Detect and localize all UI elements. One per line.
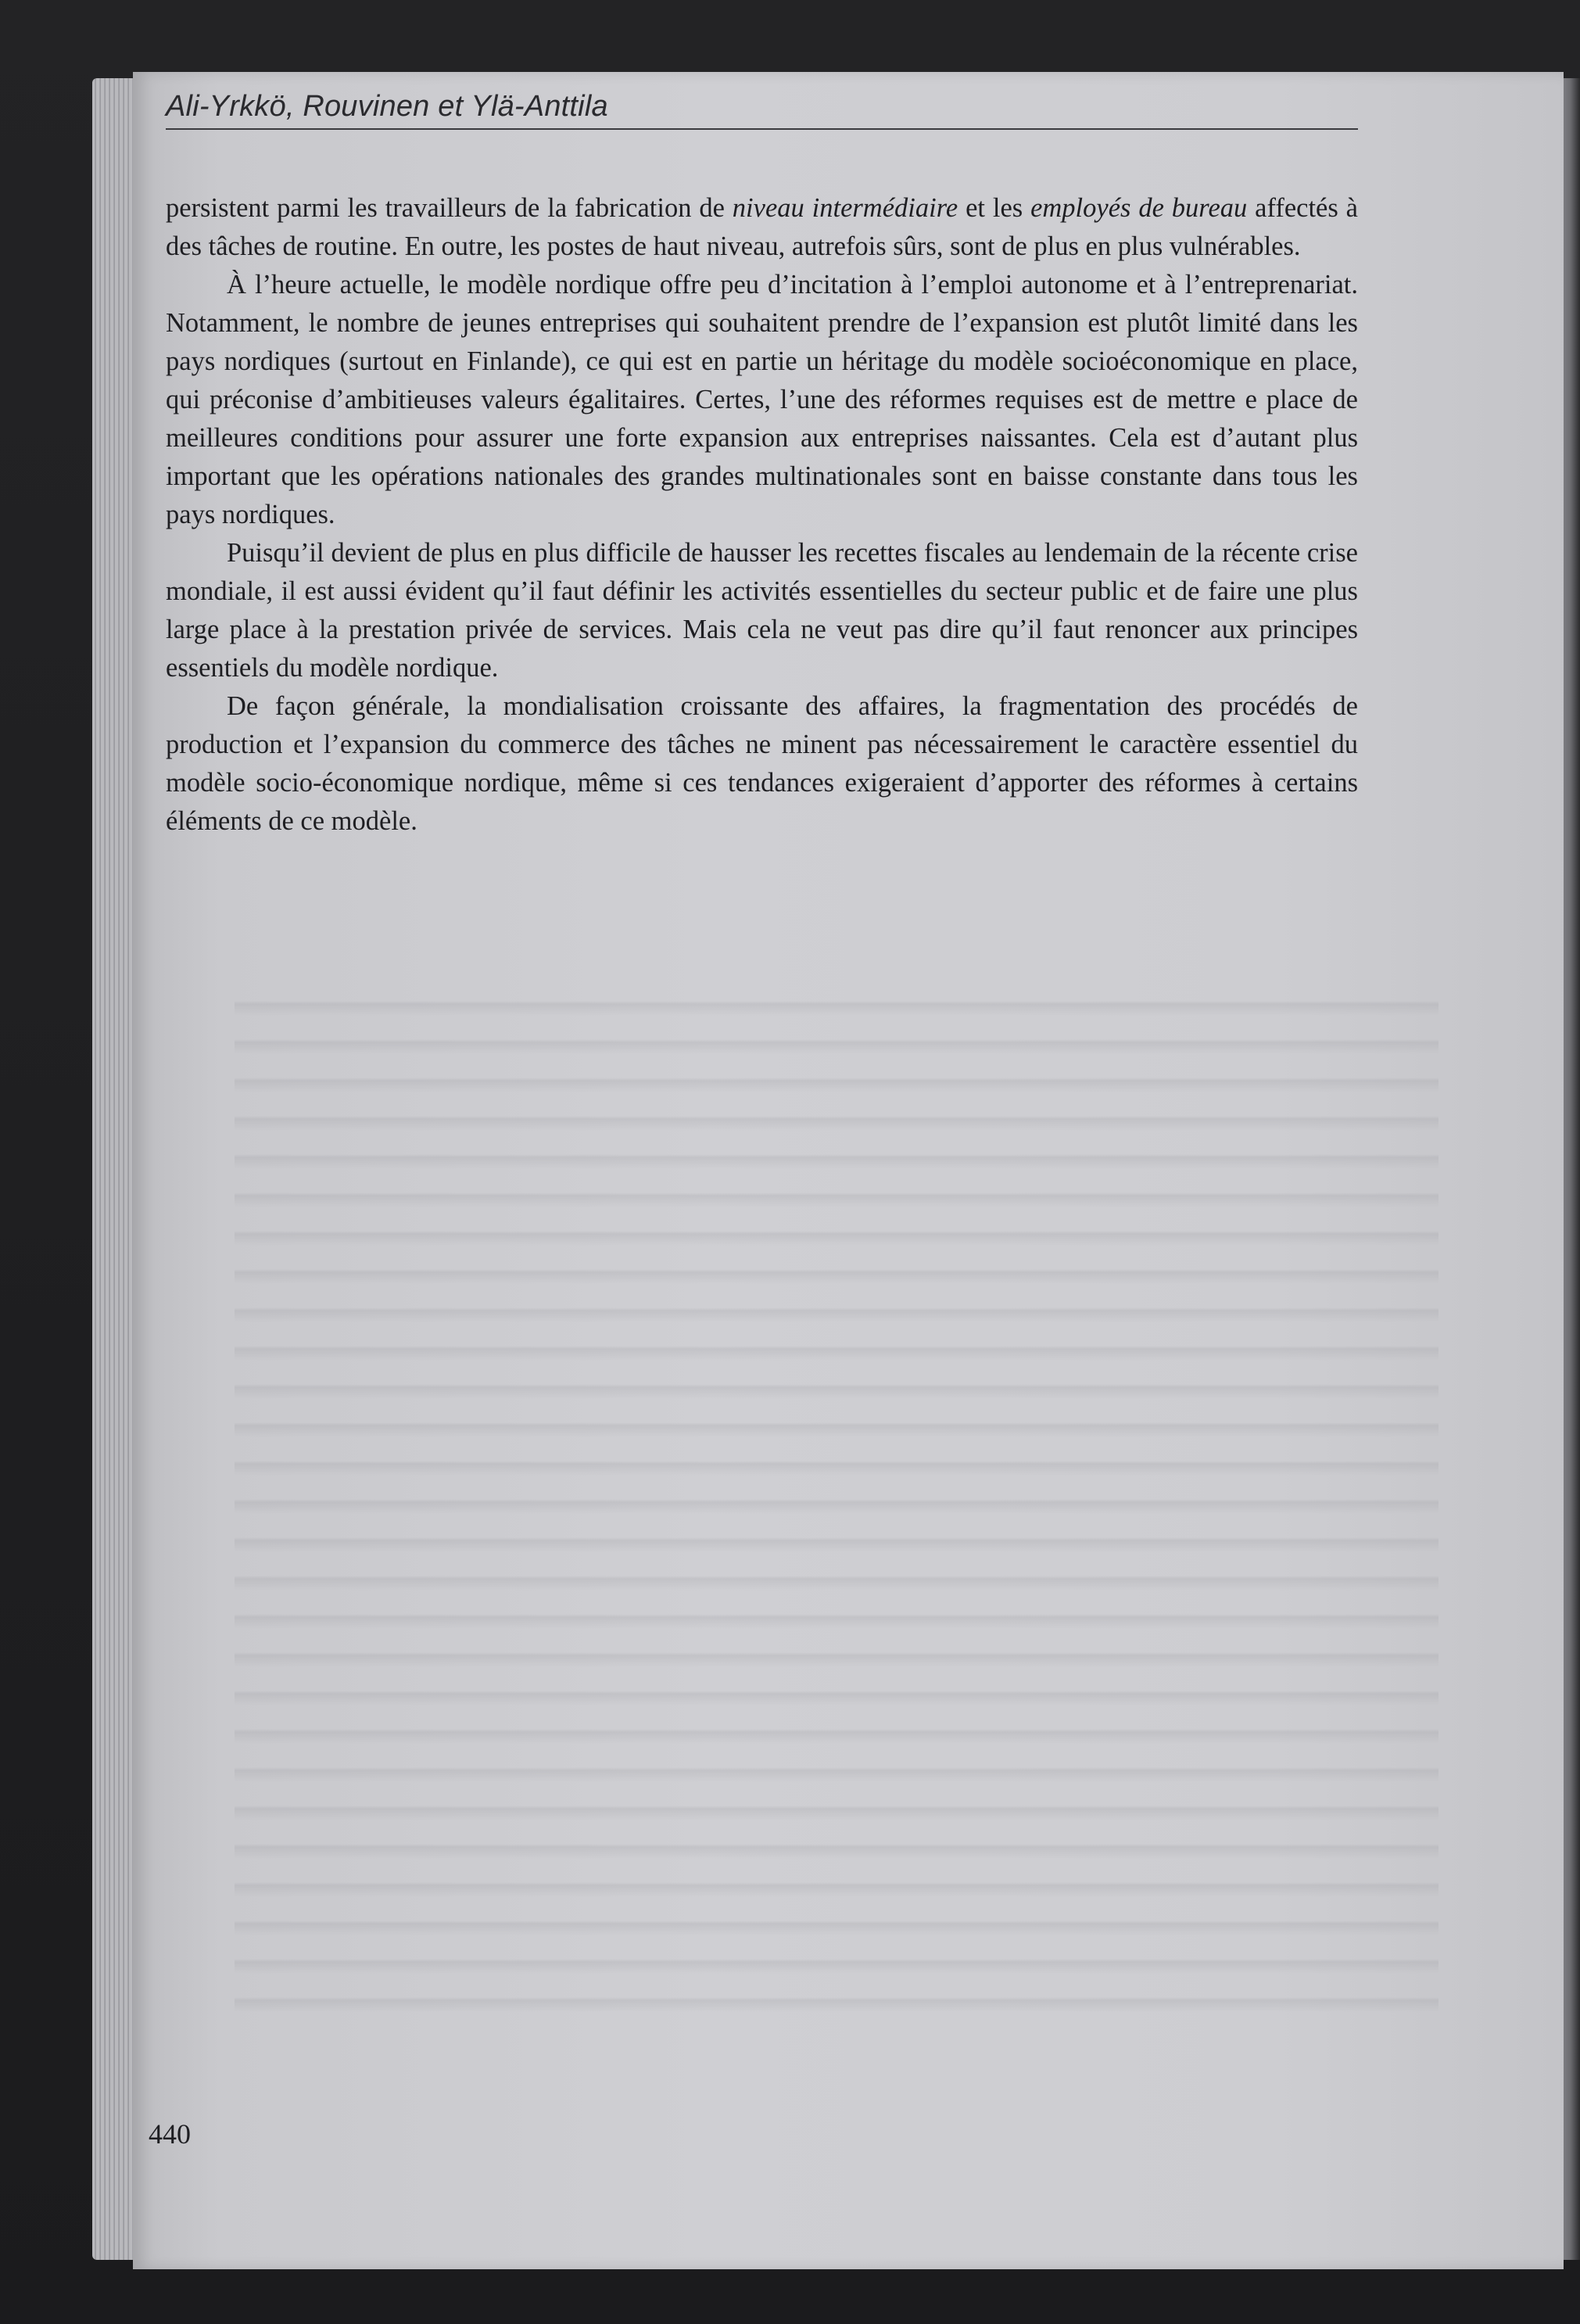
paragraph: [166, 189, 1358, 266]
italic-term: employés de bureau: [1030, 193, 1248, 223]
body-text: [166, 189, 1358, 841]
running-head: Ali-Yrkkö, Rouvinen et Ylä-Anttila: [166, 90, 608, 123]
page-header: [166, 81, 1358, 130]
italic-term: niveau intermédiaire: [732, 193, 958, 223]
paragraph-text: De façon générale, la mondialisation croissante des affaires, la fragmentation des procédés de production et l’expansion du commerce des tâches ne minent pas nécessairement le caractère essentiel du modèle socio-économique nordique, même si ces tendances exigeraient d’apporter des réformes à certains éléments de ce modèle.: [166, 691, 1358, 836]
paragraph: [166, 534, 1358, 687]
page-number: 440: [149, 2118, 191, 2150]
paragraph: [166, 687, 1358, 841]
reverse-side-bleed-through: [235, 977, 1438, 2033]
paragraph: [166, 266, 1358, 534]
paragraph-text: affectés à des tâches de routine. En outre, les postes de haut niveau, autrefois sûrs, sont de plus en plus vulnérables.: [166, 193, 1358, 261]
paragraph-text: persistent parmi les travailleurs de la fabrication de: [166, 193, 733, 223]
paragraph-text: À l’heure actuelle, le modèle nordique offre peu d’incitation à l’emploi autonome et à l’entreprenariat. Notamment, le nombre de jeunes entreprises qui souhaitent prendre de l’expansion est plutôt limité dans les pays nordiques (surtout en Finlande), ce qui est en partie un héritage du modèle socioéconomique en place, qui préconise d’ambitieuses valeurs égalitaires. Certes, l’une des réformes requises est de mettre e place de meilleures conditions pour assurer une forte expansion aux entreprises naissantes. Cela est d’autant plus important que les opérations nationales des grandes multinationales sont en baisse constante dans tous les pays nordiques.: [166, 270, 1358, 529]
paragraph-text: et les: [958, 193, 1031, 223]
paragraph-text: Puisqu’il devient de plus en plus difficile de hausser les recettes fiscales au lendemain de la récente crise mondiale, il est aussi évident qu’il faut définir les activités essentielles du secteur public et de faire une plus large place à la prestation privée de services. Mais cela ne veut pas dire qu’il faut renoncer aux principes essentiels du modèle nordique.: [166, 538, 1358, 683]
